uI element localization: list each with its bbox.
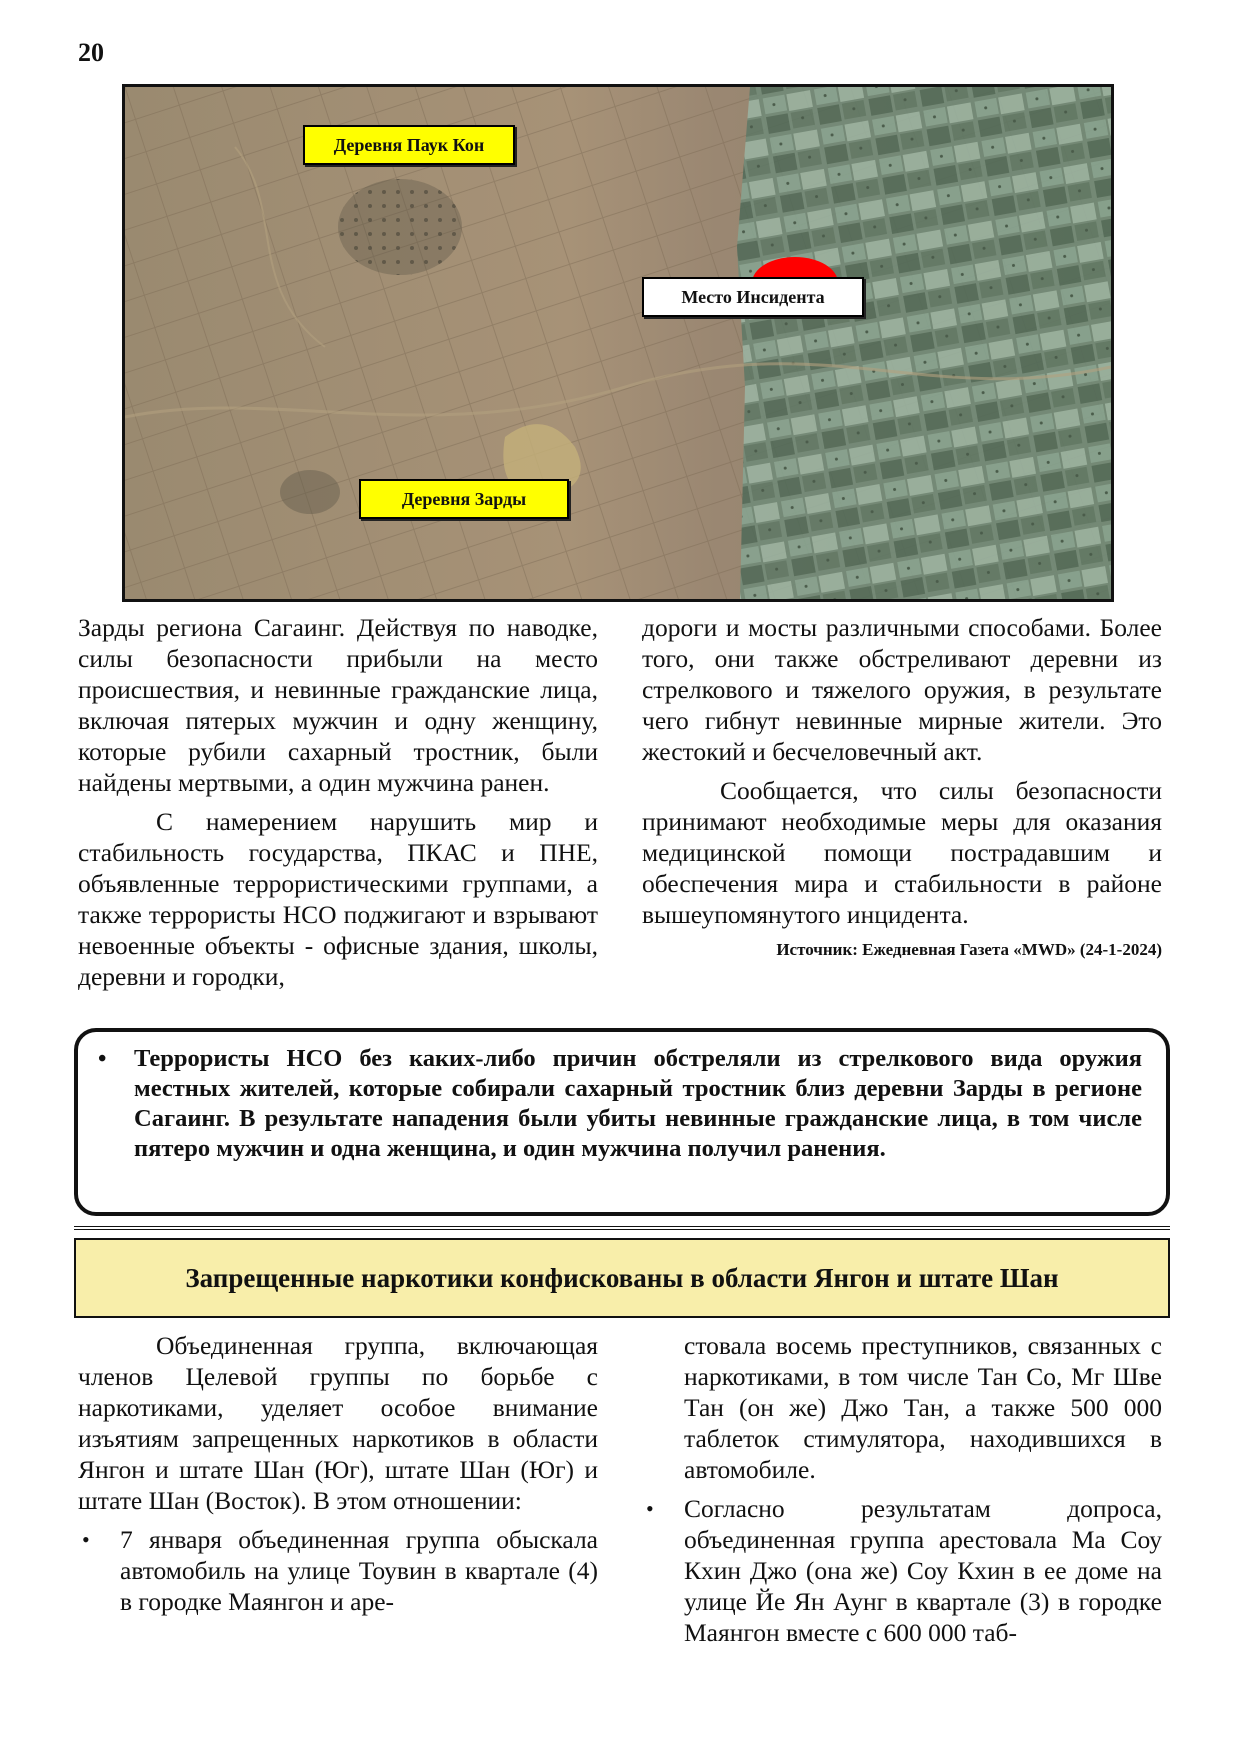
article1-right-column xyxy=(642,612,1162,965)
bullet-icon: • xyxy=(98,1046,107,1072)
satellite-map xyxy=(122,84,1114,602)
paragraph: Зарды региона Сагаинг. Действуя по наводке, силы безопасности прибыли на место происшествия, и невинные гражданские лица, включая пятерых мужчин и одну женщину, которые рубили сахарный тростник, были найдены мертвыми, а один мужчина ранен. xyxy=(78,613,598,797)
map-label-incident: Место Инсидента xyxy=(642,277,864,317)
map-label-pauk-kon: Деревня Паук Кон xyxy=(303,125,515,165)
source-citation: Источник: Ежедневная Газета «MWD» (24-1-2024) xyxy=(776,940,1162,959)
list-item: • 7 января объединенная группа обыскала автомобиль на улице Тоувин в квартале (4) в городке Маянгон и аре- xyxy=(78,1524,598,1617)
article1-left-column xyxy=(78,612,598,992)
article2-right-column xyxy=(642,1330,1162,1648)
summary-box xyxy=(74,1028,1170,1216)
paragraph: стовала восемь преступников, связанных с наркотиками, в том числе Тан Со, Мг Шве Тан (он же) Джо Тан, а также 500 000 таблеток стимулятора, находившихся в автомобиле. xyxy=(684,1331,1162,1484)
bullet-list xyxy=(642,1493,1162,1648)
paragraph: С намерением нарушить мир и стабильность государства, ПКАС и ПНЕ, объявленные террористическими группами, а также террористы НСО поджигают и взрывают невоенные объекты - офисные здания, школы, деревни и городки, xyxy=(78,807,598,991)
article2-left-column xyxy=(78,1330,598,1617)
section-header xyxy=(74,1226,1170,1318)
paragraph: Сообщается, что силы безопасности принимают необходимые меры для оказания медицинской помощи пострадавшим и обеспечения мира и стабильности в районе вышеупомянутого инцидента. xyxy=(642,776,1162,929)
paragraph: дороги и мосты различными способами. Более того, они также обстреливают деревни из стрелкового и тяжелого оружия, в результате чего гибнут невинные мирные жители. Это жестокий и бесчеловечный акт. xyxy=(642,613,1162,766)
map-label-zardy: Деревня Зарды xyxy=(359,479,569,519)
summary-text: Террористы НСО без каких-либо причин обстреляли из стрелкового вида оружия местных жителей, которые собирали сахарный тростник близ деревни Зарды в регионе Сагаинг. В результате нападения были убиты невинные гражданские лица, в том числе пятеро мужчин и одна женщина, и один мужчина получил ранения. xyxy=(134,1045,1142,1162)
section-title: Запрещенные наркотики конфискованы в области Янгон и штате Шан xyxy=(74,1238,1170,1318)
page-number: 20 xyxy=(78,38,104,67)
satellite-image xyxy=(125,87,1111,599)
list-item: • Согласно результатам допроса, объединенная группа арестовала Ма Соу Кхин Джо (она же) Соу Кхин в ее доме на улице Йе Ян Аунг в квартале (3) в городке Маянгон вместе с 600 000 таб- xyxy=(642,1493,1162,1648)
paragraph: Объединенная группа, включающая членов Целевой группы по борьбе с наркотиками, уделяет особое внимание изъятиям запрещенных наркотиков в области Янгон и штате Шан (Юг), штате Шан (Юг) и штате Шан (Восток). В этом отношении: xyxy=(78,1331,598,1515)
bullet-list xyxy=(78,1524,598,1617)
